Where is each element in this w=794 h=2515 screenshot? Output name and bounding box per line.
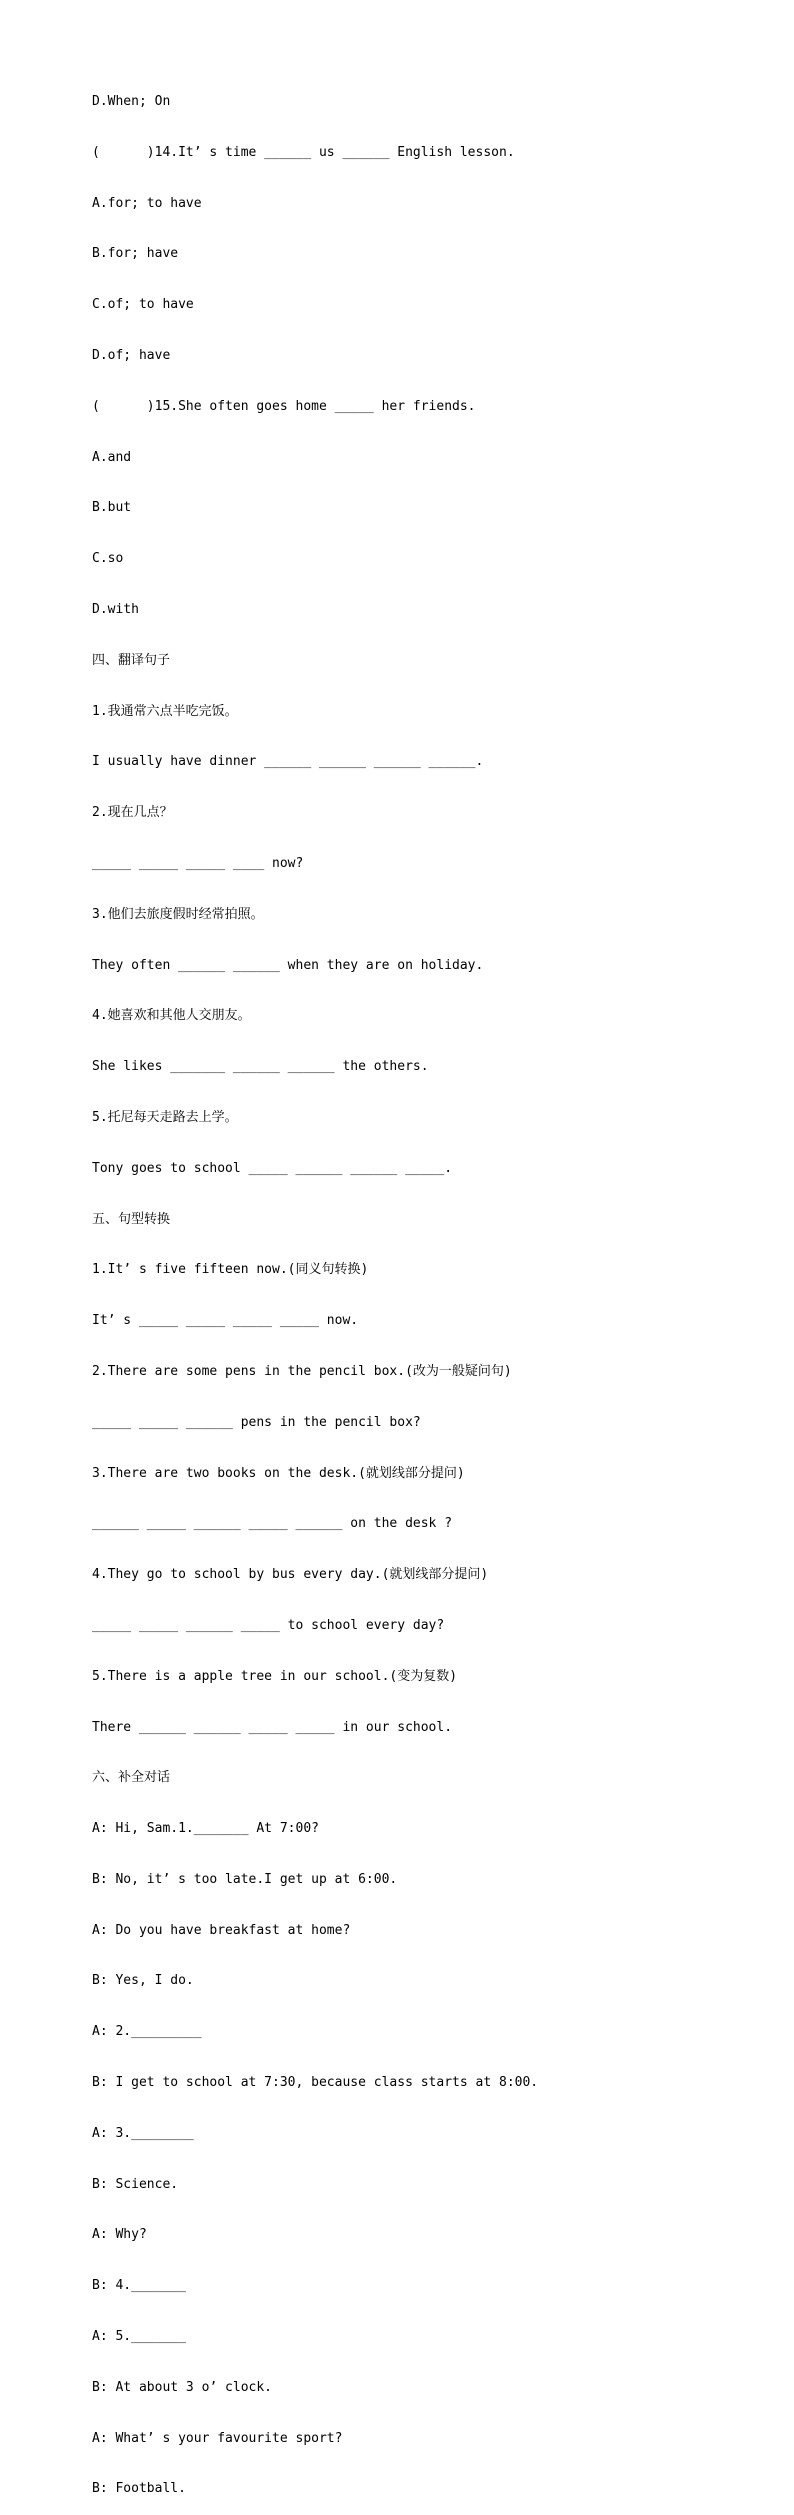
translate-answer-5: Tony goes to school _____ ______ ______ _____. [92, 1160, 453, 1176]
transform-prompt-2: 2.There are some pens in the pencil box.(改为一般疑问句) [92, 1363, 512, 1379]
transform-prompt-3: 3.There are two books on the desk.(就划线部分提问) [92, 1465, 465, 1481]
dialogue-line: A: What’ s your favourite sport? [92, 2430, 343, 2446]
translate-prompt-1: 1.我通常六点半吃完饭。 [92, 703, 238, 719]
option-line: C.of; to have [92, 297, 194, 313]
option-line: A.and [92, 449, 132, 465]
section-heading-transform: 五、句型转换 [92, 1211, 171, 1227]
dialogue-line: B: Football. [92, 2481, 186, 2497]
dialogue-line: A: 3.________ [92, 2125, 194, 2141]
dialogue-line: B: At about 3 o’ clock. [92, 2379, 273, 2395]
translate-prompt-3: 3.他们去旅度假时经常拍照。 [92, 906, 264, 922]
option-line: B.but [92, 500, 132, 516]
section-heading-dialogue: 六、补全对话 [92, 1770, 171, 1786]
question-14: ( )14.It’ s time ______ us ______ English lesson. [92, 144, 515, 160]
translate-prompt-5: 5.托尼每天走路去上学。 [92, 1109, 238, 1125]
transform-answer-5: There ______ ______ _____ _____ in our school. [92, 1719, 453, 1735]
option-line: C.so [92, 551, 124, 567]
dialogue-line: A: 5._______ [92, 2329, 186, 2345]
transform-answer-1: It’ s _____ _____ _____ _____ now. [92, 1313, 359, 1329]
dialogue-line: A: Why? [92, 2227, 147, 2243]
dialogue-line: B: 4._______ [92, 2278, 186, 2294]
dialogue-line: A: 2._________ [92, 2024, 202, 2040]
translate-prompt-2: 2.现在几点？ [92, 805, 173, 821]
section-heading-translate: 四、翻译句子 [92, 652, 171, 668]
transform-answer-3: ______ _____ ______ _____ ______ on the desk ? [92, 1516, 453, 1532]
transform-answer-2: _____ _____ ______ pens in the pencil box? [92, 1414, 421, 1430]
worksheet-page [92, 62, 772, 2515]
translate-answer-3: They often ______ ______ when they are on holiday. [92, 957, 484, 973]
dialogue-line: B: I get to school at 7:30, because class starts at 8:00. [92, 2075, 539, 2091]
dialogue-line: A: Do you have breakfast at home? [92, 1922, 351, 1938]
transform-prompt-4: 4.They go to school by bus every day.(就划线部分提问) [92, 1567, 489, 1583]
option-line: B.for; have [92, 246, 179, 262]
transform-answer-4: _____ _____ ______ _____ to school every day? [92, 1617, 445, 1633]
transform-prompt-1: 1.It’ s five fifteen now.(同义句转换) [92, 1262, 369, 1278]
dialogue-line: B: Yes, I do. [92, 1973, 194, 1989]
transform-prompt-5: 5.There is a apple tree in our school.(变为复数) [92, 1668, 458, 1684]
option-line: A.for; to have [92, 195, 202, 211]
translate-prompt-4: 4.她喜欢和其他人交朋友。 [92, 1008, 251, 1024]
dialogue-line: B: No, it’ s too late.I get up at 6:00. [92, 1871, 398, 1887]
option-line: D.When; On [92, 94, 171, 109]
dialogue-line: A: Hi, Sam.1._______ At 7:00? [92, 1821, 319, 1837]
translate-answer-4: She likes _______ ______ ______ the others. [92, 1059, 429, 1075]
translate-answer-2: _____ _____ _____ ____ now? [92, 855, 304, 871]
option-line: D.with [92, 601, 139, 617]
translate-answer-1: I usually have dinner ______ ______ ______ ______. [92, 754, 484, 770]
option-line: D.of; have [92, 347, 171, 363]
question-15: ( )15.She often goes home _____ her friends. [92, 398, 476, 414]
dialogue-line: B: Science. [92, 2176, 179, 2192]
